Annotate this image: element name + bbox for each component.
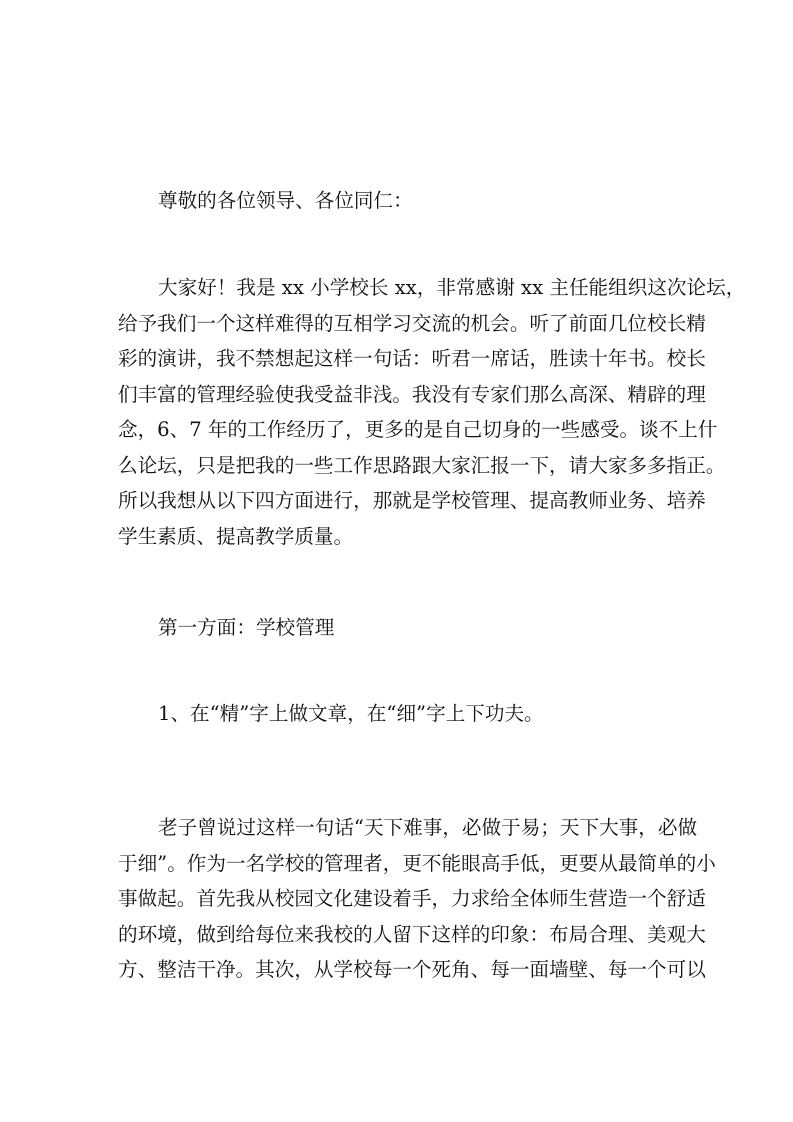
text-line: 的环境，做到给每位来我校的人留下这样的印象：布局合理、美观大 <box>118 922 706 946</box>
text-line: 彩的演讲，我不禁想起这样一句话：听君一席话，胜读十年书。校长 <box>118 347 706 370</box>
item-heading: 1、在“精”字上做文章，在“细”字上下功夫。 <box>158 702 544 725</box>
text-line: 所以我想从以下四方面进行，那就是学校管理、提高教师业务、培养 <box>118 489 706 512</box>
intro-paragraph <box>118 270 746 554</box>
item-heading-paragraph <box>118 696 681 732</box>
text-line: 事做起。首先我从校园文化建设着手，力求给全体师生营造一个舒适 <box>118 887 706 910</box>
body-paragraph <box>118 810 716 988</box>
text-line: 念，6、7 年的工作经历了，更多的是自己切身的一些感受。谈不上什 <box>118 418 718 441</box>
text-line: 学生素质、提高教学质量。 <box>118 524 354 548</box>
salutation: 尊敬的各位领导、各位同仁： <box>158 189 413 212</box>
text-line: 于细”。作为一名学校的管理者，更不能眼高手低，更要从最简单的小 <box>118 851 716 875</box>
text-line: 们丰富的管理经验使我受益非浅。我没有专家们那么高深、精辟的理 <box>118 382 706 406</box>
section-heading: 第一方面：学校管理 <box>158 616 335 639</box>
text-line: 大家好！我是 xx 小学校长 xx，非常感谢 xx 主任能组织这次论坛， <box>158 276 746 299</box>
salutation-paragraph <box>118 183 681 219</box>
text-line: 方、整洁干净。其次，从学校每一个死角、每一面墙壁、每一个可以 <box>118 958 706 981</box>
text-line: 给予我们一个这样难得的互相学习交流的机会。听了前面几位校长精 <box>118 311 706 335</box>
text-line: 么论坛，只是把我的一些工作思路跟大家汇报一下，请大家多多指正。 <box>118 453 726 477</box>
section-heading-paragraph <box>118 610 681 646</box>
text-line: 老子曾说过这样一句话“天下难事，必做于易；天下大事，必做 <box>158 816 698 839</box>
